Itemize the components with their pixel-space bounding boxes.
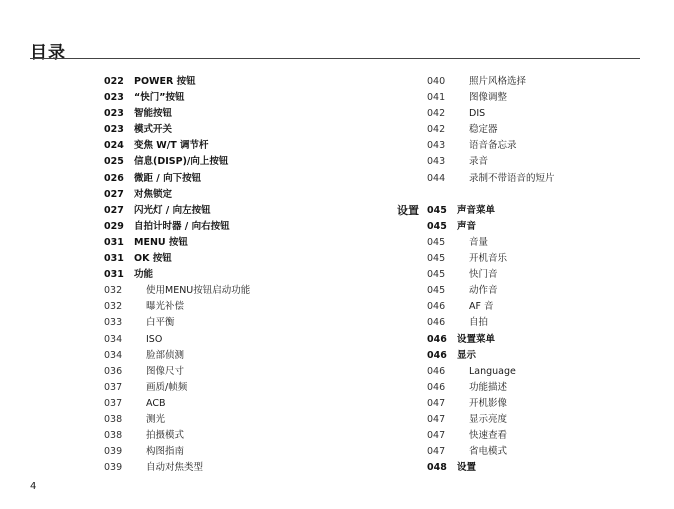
toc-page-number: 032 <box>104 285 123 297</box>
toc-entry-title: AF 音 <box>469 301 494 313</box>
toc-entry-title: 微距 / 向下按钮 <box>134 172 202 184</box>
toc-page-number: 025 <box>104 156 124 168</box>
toc-entry-title: 显示 <box>457 349 477 361</box>
toc-page-number: 042 <box>427 108 446 120</box>
toc-page-number: 040 <box>427 76 446 87</box>
toc-entry-title: 开机影像 <box>469 397 508 409</box>
toc-page-number: 039 <box>104 462 123 474</box>
toc-page-number: 026 <box>104 172 124 184</box>
toc-entry-title: 信息(DISP)/向上按钮 <box>134 156 229 168</box>
toc-page-number: 043 <box>427 156 446 168</box>
toc-entry-title: 使用MENU按钮启动功能 <box>146 285 251 297</box>
toc-page-number: 043 <box>427 140 446 152</box>
toc-entry-title: MENU 按钮 <box>134 236 188 248</box>
toc-page-number: 023 <box>104 108 124 120</box>
toc-page-number: 032 <box>104 301 123 313</box>
toc-page-number: 047 <box>427 413 446 425</box>
toc-entry-title: 设置 <box>457 462 477 474</box>
toc-page-number: 045 <box>427 236 446 248</box>
toc-entry-title: 智能按钮 <box>134 108 173 120</box>
toc-entry-title: 对焦锁定 <box>134 188 173 200</box>
toc-entry-title: 变焦 W/T 调节杆 <box>134 140 209 152</box>
toc-entry-title: 动作音 <box>469 285 498 297</box>
toc-page-number: 046 <box>427 365 446 377</box>
toc-entry-title: ACB <box>146 397 166 409</box>
toc-entry-title: 音量 <box>469 236 489 248</box>
toc-page-number: 031 <box>104 269 124 281</box>
toc-page-number: 046 <box>427 349 447 361</box>
toc-entry-title: 语音备忘录 <box>469 140 517 152</box>
toc-page-number: 046 <box>427 381 446 393</box>
toc-page-number: 045 <box>427 269 446 281</box>
toc-entry-title: 显示亮度 <box>469 413 508 425</box>
toc-entry-title: 图像调整 <box>469 92 508 104</box>
toc-entry-title: 曝光补偿 <box>146 301 185 313</box>
toc-page-number: 022 <box>104 76 124 87</box>
toc-entry-title: 自拍 <box>469 317 489 329</box>
toc-page-number: 034 <box>104 333 123 345</box>
toc-page-number: 037 <box>104 397 123 409</box>
toc-entry-title: 稳定器 <box>469 124 498 136</box>
toc-entry-title: 构图指南 <box>146 446 185 458</box>
toc-entry-title: 图像尺寸 <box>146 365 185 377</box>
toc-page-number: 023 <box>104 124 124 136</box>
toc-entry-title: 功能描述 <box>469 381 508 393</box>
toc-entry-title: 照片风格选择 <box>469 76 527 87</box>
section-label: 设置 <box>397 204 419 217</box>
toc-entry-title: 测光 <box>146 413 166 425</box>
toc-entry-title: 自拍计时器 / 向右按钮 <box>134 220 230 232</box>
toc-entry-title: 声音 <box>457 220 477 232</box>
toc-page-number: 041 <box>427 92 446 104</box>
toc-page-number: 048 <box>427 462 447 474</box>
page-number: 4 <box>30 481 37 492</box>
toc-entry-title: 拍摄模式 <box>146 430 185 442</box>
toc-page-number: 047 <box>427 397 446 409</box>
toc-entry-title: POWER 按钮 <box>134 76 196 87</box>
toc-entry-title: Language <box>469 365 516 377</box>
toc-entry-title: “快门”按钮 <box>134 92 185 104</box>
toc-entry-title: 快门音 <box>469 269 498 281</box>
toc-page-number: 038 <box>104 413 123 425</box>
toc-page-number: 047 <box>427 446 446 458</box>
toc-entry-title: 省电模式 <box>469 446 508 458</box>
toc-page-number: 034 <box>104 349 123 361</box>
toc-page-number: 045 <box>427 285 446 297</box>
toc-entry-title: 功能 <box>134 269 154 281</box>
toc-page-number: 036 <box>104 365 123 377</box>
toc-entry-title: 自动对焦类型 <box>146 462 204 474</box>
toc-page-number: 033 <box>104 317 123 329</box>
toc-entry-title: 闪光灯 / 向左按钮 <box>134 204 211 216</box>
toc-entry-title: 白平衡 <box>146 317 175 329</box>
toc-entry-title: 录制不带语音的短片 <box>469 172 555 184</box>
toc-page-number: 038 <box>104 430 123 442</box>
toc-page-number: 047 <box>427 430 446 442</box>
toc-entry-title: 画质/帧频 <box>146 381 188 393</box>
toc-page-number: 045 <box>427 253 446 265</box>
toc-page-number: 044 <box>427 172 446 184</box>
toc-page-number: 046 <box>427 301 446 313</box>
toc-page-number: 027 <box>104 188 124 200</box>
toc-page-number: 031 <box>104 236 124 248</box>
toc-entry-title: 开机音乐 <box>469 253 508 265</box>
toc-entry-title: 声音菜单 <box>457 204 496 216</box>
toc-page-number: 031 <box>104 253 124 265</box>
toc-entry-title: 脸部侦测 <box>146 349 185 361</box>
toc-entry-title: 模式开关 <box>134 124 173 136</box>
toc-page-number: 045 <box>427 220 447 232</box>
page-title: 目录 <box>30 43 66 63</box>
toc-page-number: 045 <box>427 204 447 216</box>
toc-entry-title: DIS <box>469 108 486 120</box>
toc-entry-title: ISO <box>146 333 163 345</box>
toc-page-number: 039 <box>104 446 123 458</box>
toc-page-number: 046 <box>427 317 446 329</box>
toc-page-number: 027 <box>104 204 124 216</box>
toc-page-number: 046 <box>427 333 447 345</box>
toc-page-number: 037 <box>104 381 123 393</box>
toc-entry-title: 设置菜单 <box>457 333 496 345</box>
toc-page-number: 029 <box>104 220 124 232</box>
toc-page-number: 042 <box>427 124 446 136</box>
toc-page-number: 023 <box>104 92 124 104</box>
toc-entry-title: 录音 <box>469 156 489 168</box>
toc-entry-title: 快速查看 <box>469 430 508 442</box>
title-divider <box>30 58 640 59</box>
toc-entry-title: OK 按钮 <box>134 253 172 265</box>
toc-page-number: 024 <box>104 140 124 152</box>
